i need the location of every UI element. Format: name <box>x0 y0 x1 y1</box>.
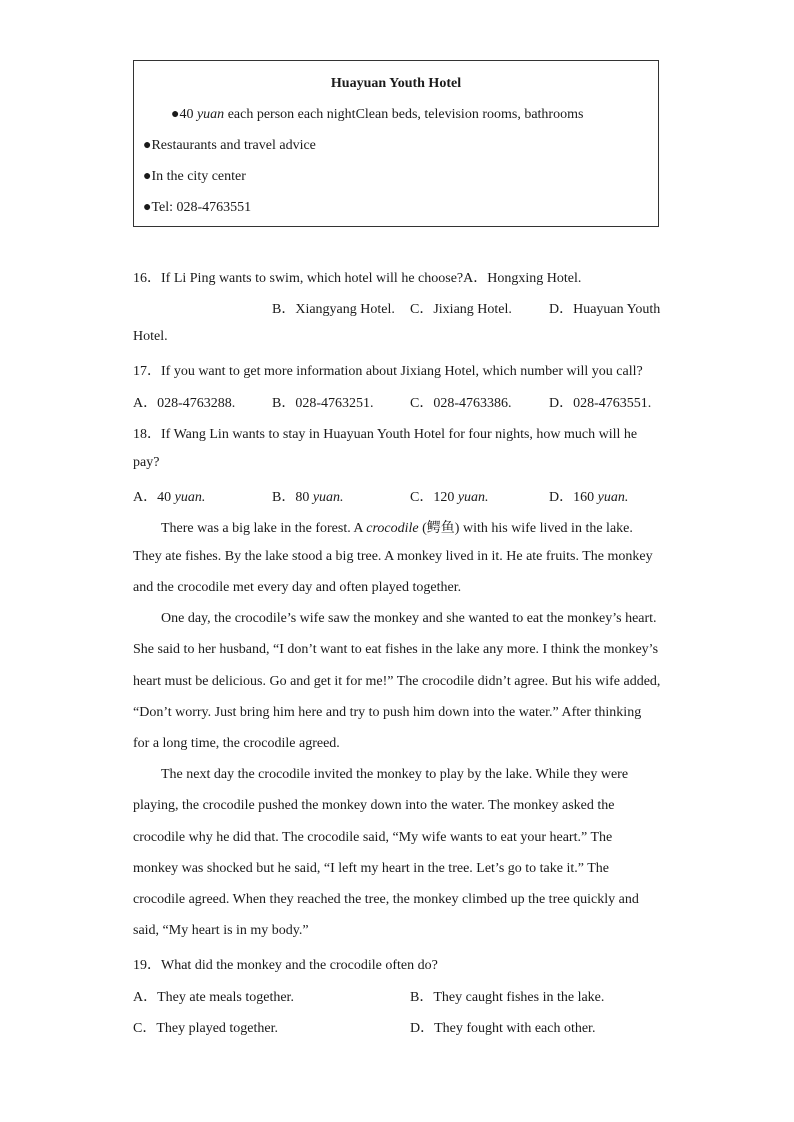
q19-option-a: A．They ate meals together. <box>133 990 294 1005</box>
q16-option-c: C．Jixiang Hotel. <box>410 302 512 317</box>
q18-option-c: C．120 yuan. <box>410 490 489 505</box>
notice-line-price <box>171 107 583 123</box>
passage-p1-line1: There was a big lake in the forest. A crocodile (鳄鱼) with his wife lived in the lake. <box>161 521 633 536</box>
passage-p3-line5: crocodile agreed. When they reached the tree, the monkey climbed up the tree quickly and <box>133 892 639 907</box>
q19-stem: 19．What did the monkey and the crocodile often do? <box>133 958 438 973</box>
q17-option-a: A．028-4763288. <box>133 396 236 411</box>
q18-option-d: D．160 yuan. <box>549 490 629 505</box>
notice-price-unit: yuan <box>196 107 225 122</box>
q18-stem: 18．If Wang Lin wants to stay in Huayuan Youth Hotel for four nights, how much will he <box>133 427 638 442</box>
q18-stem-continued: pay? <box>133 455 160 470</box>
q17-option-b: B．028-4763251. <box>272 396 374 411</box>
passage-p1-line3: and the crocodile met every day and often played together. <box>133 580 462 595</box>
notice-line-restaurants: ●Restaurants and travel advice <box>143 138 316 153</box>
q18-option-a: A．40 yuan. <box>133 490 206 505</box>
q19-option-b: B．They caught fishes in the lake. <box>410 990 605 1005</box>
notice-title: Huayuan Youth Hotel <box>330 76 462 91</box>
notice-price-text: ●40 <box>171 107 197 122</box>
q17-option-c: C．028-4763386. <box>410 396 512 411</box>
notice-line-phone: ●Tel: 028-4763551 <box>143 200 252 215</box>
passage-p2-line1: One day, the crocodile’s wife saw the monkey and she wanted to eat the monkey’s heart. <box>161 611 657 626</box>
q16-stem: 16．If Li Ping wants to swim, which hotel will he choose?A．Hongxing Hotel. <box>133 271 582 286</box>
q18-option-b: B．80 yuan. <box>272 490 344 505</box>
q17-option-d: D．028-4763551. <box>549 396 652 411</box>
passage-p3-line6: said, “My heart is in my body.” <box>133 923 309 938</box>
q16-option-b: B．Xiangyang Hotel. <box>272 302 395 317</box>
q16-option-d-continued: Hotel. <box>133 329 168 344</box>
q19-option-c: C．They played together. <box>133 1021 279 1036</box>
q16-option-d: D．Huayuan Youth <box>549 302 661 317</box>
q17-stem: 17．If you want to get more information about Jixiang Hotel, which number will you call? <box>133 364 643 379</box>
notice-price-rest: each person each nightClean beds, television rooms, bathrooms <box>224 107 584 122</box>
notice-line-location: ●In the city center <box>143 169 246 184</box>
passage-p1-line2: They ate fishes. By the lake stood a big tree. A monkey lived in it. He ate fruits. The monkey <box>133 549 653 564</box>
passage-p3-line1: The next day the crocodile invited the monkey to play by the lake. While they were <box>161 767 629 782</box>
passage-p2-line5: for a long time, the crocodile agreed. <box>133 736 340 751</box>
passage-p3-line3: crocodile why he did that. The crocodile said, “My wife wants to eat your heart.” The <box>133 830 613 845</box>
q19-option-d: D．They fought with each other. <box>410 1021 596 1036</box>
passage-p2-line4: “Don’t worry. Just bring him here and try to push him down into the water.” After thinking <box>133 705 642 720</box>
hotel-notice-box <box>133 60 659 227</box>
passage-p3-line2: playing, the crocodile pushed the monkey down into the water. The monkey asked the <box>133 798 615 813</box>
passage-p2-line2: She said to her husband, “I don’t want to eat fishes in the lake any more. I think the monkey’s <box>133 642 659 657</box>
passage-p2-line3: heart must be delicious. Go and get it for me!” The crocodile didn’t agree. But his wife added, <box>133 674 661 689</box>
passage-p3-line4: monkey was shocked but he said, “I left my heart in the tree. Let’s go to take it.” The <box>133 861 609 876</box>
